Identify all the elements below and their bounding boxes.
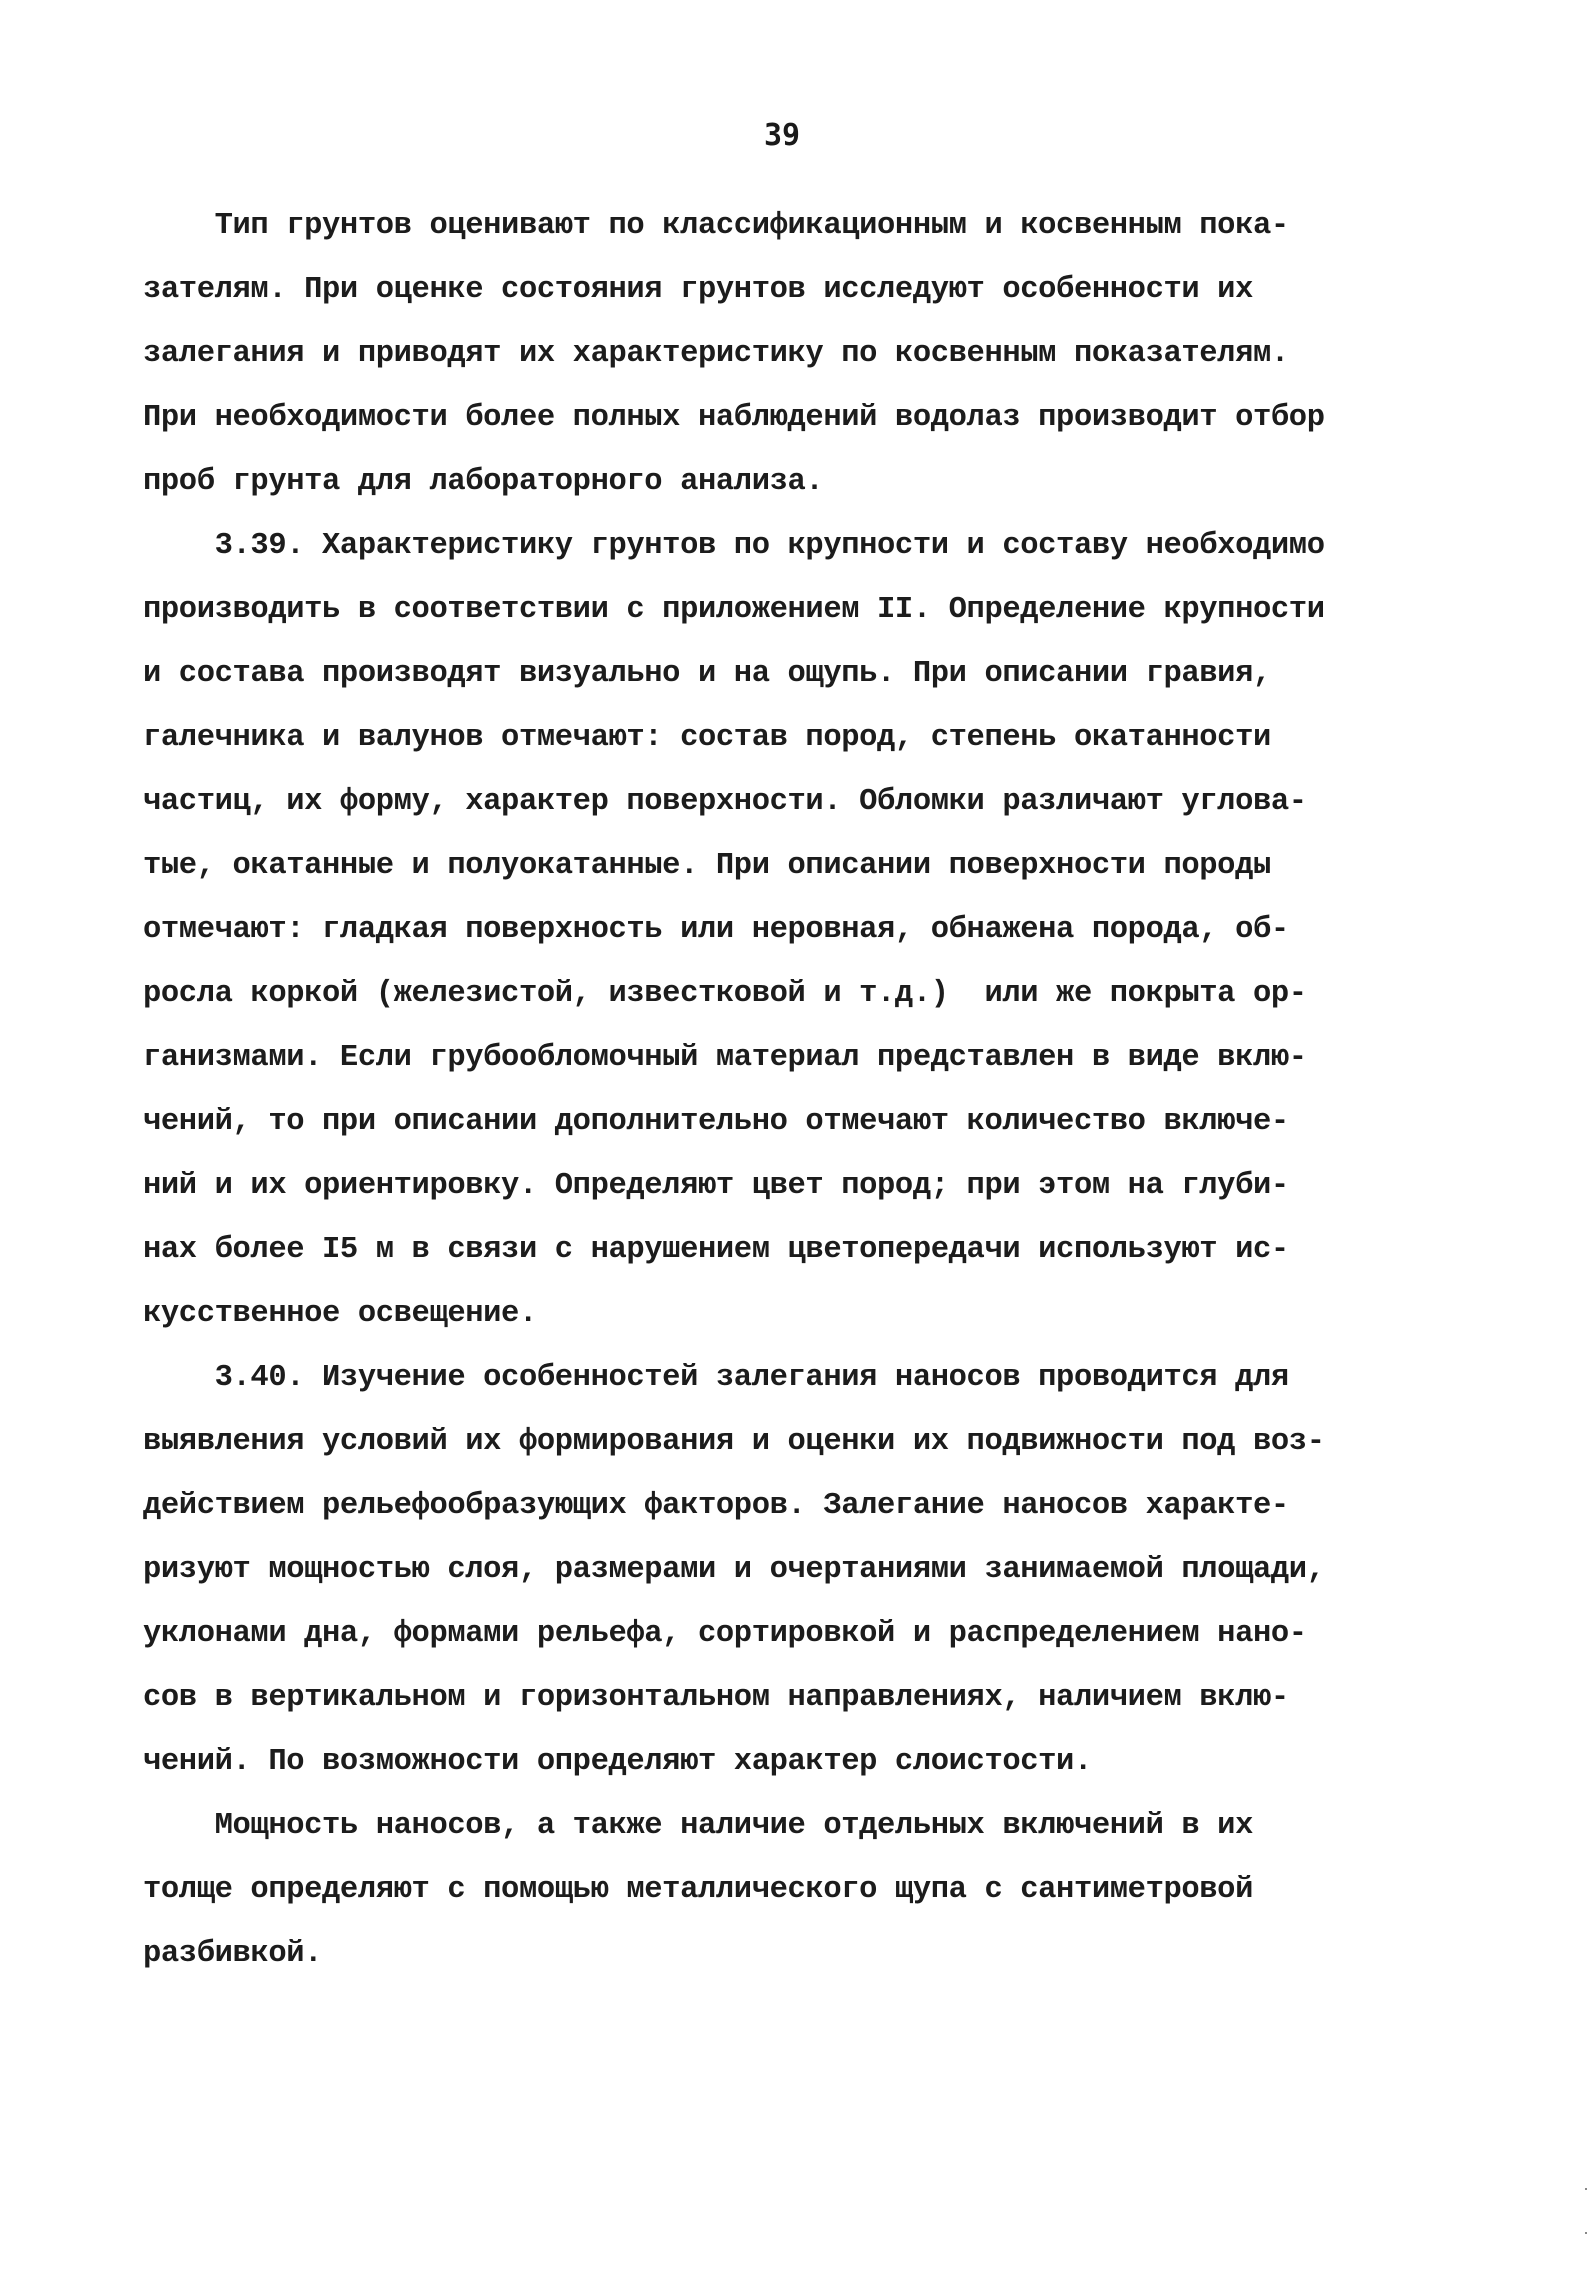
text-line: производить в соответствии с приложением II. Определение крупности [143,593,1325,627]
text-line: Мощность наносов, а также наличие отдельных включений в их [143,1809,1253,1843]
text-line: росла коркой (железистой, известковой и т.д.) или же покрыта ор- [143,977,1307,1011]
text-line: ризуют мощностью слоя, размерами и очертаниями занимаемой площади, [143,1553,1325,1587]
text-line: кусственное освещение. [143,1297,537,1331]
text-line: выявления условий их формирования и оценки их подвижности под воз- [143,1425,1325,1459]
text-line: отмечают: гладкая поверхность или неровная, обнажена порода, об- [143,913,1289,947]
text-line: 3.40. Изучение особенностей залегания наносов проводится для [143,1361,1289,1395]
text-line: залегания и приводят их характеристику по косвенным показателям. [143,337,1289,371]
scan-speck [1585,2232,1587,2234]
text-line: тые, окатанные и полуокатанные. При описании поверхности породы [143,849,1271,883]
text-line: 3.39. Характеристику грунтов по крупности и составу необходимо [143,529,1325,563]
text-line: При необходимости более полных наблюдений водолаз производит отбор [143,401,1325,435]
text-line: сов в вертикальном и горизонтальном направлениях, наличием вклю- [143,1681,1289,1715]
text-line: частиц, их форму, характер поверхности. Обломки различают углова- [143,785,1307,819]
text-line: Тип грунтов оценивают по классификационным и косвенным пока- [143,209,1289,243]
page-number: 39 [763,118,801,153]
text-line: и состава производят визуально и на ощупь. При описании гравия, [143,657,1271,691]
text-line: проб грунта для лабораторного анализа. [143,465,824,499]
text-line: ганизмами. Если грубообломочный материал представлен в виде вклю- [143,1041,1307,1075]
text-line: чений. По возможности определяют характер слоистости. [143,1745,1092,1779]
scan-speck [1585,2188,1587,2190]
text-line: ний и их ориентировку. Определяют цвет пород; при этом на глуби- [143,1169,1289,1203]
text-line: чений, то при описании дополнительно отмечают количество включе- [143,1105,1289,1139]
text-line: зателям. При оценке состояния грунтов исследуют особенности их [143,273,1253,307]
text-line: толще определяют с помощью металлического щупа с сантиметровой [143,1873,1253,1907]
text-line: уклонами дна, формами рельефа, сортировкой и распределением нано- [143,1617,1307,1651]
text-line: нах более I5 м в связи с нарушением цветопередачи используют ис- [143,1233,1289,1267]
text-line: галечника и валунов отмечают: состав пород, степень окатанности [143,721,1271,755]
text-line: разбивкой. [143,1937,323,1971]
text-line: действием рельефообразующих факторов. Залегание наносов характе- [143,1489,1289,1523]
